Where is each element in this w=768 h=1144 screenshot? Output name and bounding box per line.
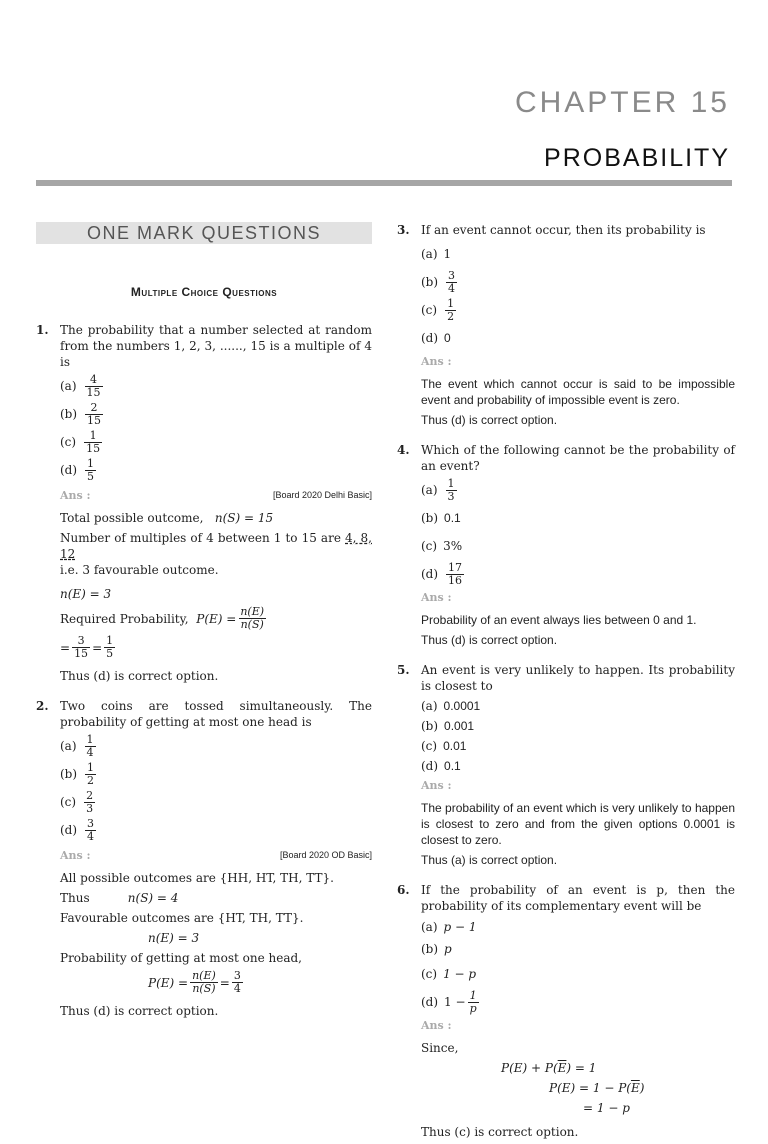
- solution: [60, 870, 372, 1019]
- option-label: (a): [421, 920, 438, 934]
- subsection-title: Multiple Choice Questions: [130, 285, 278, 299]
- option-value: 3%: [443, 539, 463, 553]
- solution-text: Since,: [421, 1041, 459, 1055]
- solution-text: Thus: [60, 891, 90, 905]
- option-value: p: [444, 942, 452, 956]
- option-label: (d): [421, 759, 439, 773]
- option-a: [421, 916, 589, 938]
- fraction: [190, 970, 218, 995]
- option-label: (b): [60, 767, 78, 781]
- options: [60, 372, 372, 484]
- board-reference: [Board 2020 Delhi Basic]: [272, 490, 372, 500]
- fraction: [72, 635, 90, 660]
- math-expression: P(E) =: [196, 611, 237, 626]
- question-number: 3.: [397, 223, 410, 237]
- answer-label: Ans :: [60, 489, 91, 502]
- option-label: (b): [421, 719, 439, 733]
- numerator: 17: [448, 560, 463, 574]
- answer-label: Ans :: [421, 779, 452, 792]
- question-number: 5.: [397, 663, 410, 677]
- numerator: 3: [77, 634, 85, 647]
- option-d: [421, 560, 589, 588]
- option-d: [60, 816, 228, 844]
- solution: [421, 376, 735, 428]
- numerator: 2: [90, 400, 98, 414]
- question-text: If an event cannot occur, then its probability is: [421, 223, 706, 237]
- denominator: 15: [86, 441, 101, 455]
- conclusion-text: Thus (d) is correct option.: [60, 669, 219, 683]
- option-value: 0.1: [444, 511, 461, 525]
- question-text: Two coins are tossed simultaneously. The probability of getting at most one head is: [60, 699, 372, 729]
- option-label: (a): [60, 379, 77, 393]
- denominator: 15: [86, 385, 101, 399]
- question-6: [397, 882, 735, 1140]
- chapter-number: CHAPTER 15: [514, 86, 730, 119]
- solution-text: Probability of getting at most one head,: [60, 951, 302, 965]
- option-label: (a): [421, 699, 438, 713]
- numerator: 3: [233, 969, 241, 982]
- fraction: [445, 298, 456, 323]
- denominator: 5: [87, 469, 95, 483]
- solution-text: Number of multiples of 4 between 1 to 15 are: [60, 531, 341, 545]
- option-d: [421, 756, 589, 776]
- question-text: The probability that a number selected at random from the numbers 1, 2, 3, ......, 15 is a multiple of 4 is: [60, 323, 372, 369]
- chapter-title: PROBABILITY: [544, 144, 730, 172]
- option-c: [60, 788, 228, 816]
- fraction: [238, 606, 266, 631]
- solution: [421, 800, 735, 868]
- option-label: (d): [421, 331, 439, 345]
- options: [421, 240, 735, 352]
- numerator: 1: [87, 456, 95, 470]
- answer-label: Ans :: [421, 355, 452, 368]
- question-1: [36, 322, 372, 684]
- conclusion-text: Thus (a) is correct option.: [421, 853, 558, 867]
- section-title: ONE MARK QUESTIONS: [36, 222, 372, 244]
- numerator: 1: [447, 476, 455, 490]
- option-label: (a): [421, 247, 438, 261]
- fraction: [85, 402, 103, 427]
- option-b: [421, 268, 589, 296]
- option-b: [60, 760, 228, 788]
- solution-text: Probability of an event always lies between 0 and 1.: [421, 613, 697, 627]
- equation-row: [60, 606, 372, 631]
- equation-row: [60, 970, 372, 995]
- fraction: [85, 818, 96, 843]
- denominator: 3: [447, 489, 455, 503]
- option-value: 1 − p: [443, 967, 477, 981]
- solution-text: i.e. 3 favourable outcome.: [60, 563, 219, 577]
- option-label: (c): [421, 303, 438, 317]
- option-c: [60, 428, 228, 456]
- answer-label: Ans :: [421, 1019, 452, 1032]
- numerator: 3: [448, 268, 456, 282]
- option-value: 0.01: [443, 739, 467, 753]
- denominator: 3: [86, 801, 94, 815]
- fraction: [85, 374, 103, 399]
- numerator: 1: [89, 428, 97, 442]
- solution-text: The event which cannot occur is said to be impossible event and probability of impossible event is zero.: [421, 377, 735, 407]
- solution: [421, 612, 735, 648]
- option-b: [60, 400, 228, 428]
- denominator: 4: [86, 745, 94, 759]
- math-expression: n(E) = 3: [60, 587, 112, 601]
- denominator: n(S): [192, 982, 216, 995]
- equation-row: [60, 635, 372, 660]
- fraction: [446, 270, 457, 295]
- left-column: [36, 222, 372, 1023]
- solution-text: Required Probability,: [60, 611, 189, 626]
- solution-text: All possible outcomes are {HH, HT, TH, TT}.: [60, 871, 334, 885]
- question-text: Which of the following cannot be the probability of an event?: [421, 443, 735, 473]
- option-d: [60, 456, 228, 484]
- option-value: 0: [444, 331, 451, 345]
- denominator: 16: [448, 573, 463, 587]
- denominator: 2: [447, 309, 455, 323]
- options: [421, 916, 735, 1016]
- math-operator: =: [60, 640, 71, 655]
- multiples-list: 4, 8, 12: [60, 531, 372, 561]
- solution-text: The probability of an event which is very unlikely to happen is closest to zero and from the given options 0.0001 is closest to zero.: [421, 801, 735, 847]
- option-label: (d): [421, 567, 439, 581]
- denominator: 4: [448, 281, 456, 295]
- denominator: n(S): [240, 618, 264, 631]
- denominator: 4: [87, 829, 95, 843]
- question-3: [397, 222, 735, 428]
- solution: [60, 510, 372, 684]
- option-value: 0.001: [444, 719, 475, 733]
- math-expression: n(S) = 4: [127, 891, 179, 905]
- numerator: 1: [469, 988, 477, 1002]
- question-5: [397, 662, 735, 868]
- options: [421, 476, 735, 588]
- option-a: [421, 240, 589, 268]
- option-label: (b): [60, 407, 78, 421]
- option-a: [60, 732, 228, 760]
- option-value: 0.1: [444, 759, 461, 773]
- options: [421, 696, 735, 776]
- numerator: n(E): [240, 605, 265, 618]
- option-b: [421, 716, 589, 736]
- option-label: (c): [60, 795, 77, 809]
- math-expression: P(E) =: [148, 975, 189, 990]
- option-value: 0.0001: [443, 699, 481, 713]
- answer-label: Ans :: [421, 591, 452, 604]
- math-operator: =: [92, 640, 103, 655]
- solution-text: Favourable outcomes are {HT, TH, TT}.: [60, 911, 304, 925]
- right-column: [397, 222, 735, 1144]
- board-reference: [Board 2020 OD Basic]: [279, 850, 372, 860]
- option-label: (a): [60, 739, 77, 753]
- option-value: 1 −: [444, 995, 466, 1009]
- solution: [421, 1040, 735, 1140]
- math-expression: = 1 − p: [583, 1101, 630, 1115]
- question-text: An event is very unlikely to happen. Its probability is closest to: [421, 663, 735, 693]
- fraction: [85, 762, 96, 787]
- option-label: (d): [60, 463, 78, 477]
- question-4: [397, 442, 735, 648]
- option-label: (c): [421, 539, 438, 553]
- denominator: 5: [106, 647, 114, 660]
- fraction: [84, 790, 95, 815]
- numerator: 2: [86, 788, 94, 802]
- numerator: 1: [87, 760, 95, 774]
- option-b: [421, 504, 589, 532]
- math-expression: n(S) = 15: [214, 511, 274, 525]
- math-expression: n(E) = 3: [148, 931, 200, 945]
- numerator: 4: [90, 372, 98, 386]
- answer-row: [60, 486, 372, 504]
- title-divider: [36, 180, 732, 186]
- options: [60, 732, 372, 844]
- question-number: 2.: [36, 699, 49, 713]
- denominator: 15: [87, 413, 102, 427]
- option-label: (b): [421, 275, 439, 289]
- option-c: [421, 960, 589, 988]
- conclusion-text: Thus (d) is correct option.: [421, 633, 558, 647]
- numerator: n(E): [192, 969, 216, 982]
- conclusion-text: Thus (d) is correct option.: [421, 413, 558, 427]
- question-number: 4.: [397, 443, 410, 457]
- option-a: [421, 696, 589, 716]
- option-c: [421, 532, 589, 560]
- option-label: (d): [421, 995, 439, 1009]
- math-operator: =: [219, 975, 230, 990]
- option-c: [421, 296, 589, 324]
- conclusion-text: Thus (d) is correct option.: [60, 1004, 219, 1018]
- question-text: If the probability of an event is p, then the probability of its complementary event will be: [421, 883, 735, 913]
- math-expression: $P(E) = 1 - P(\overline{E})$: [549, 1081, 645, 1095]
- question-number: 1.: [36, 323, 49, 337]
- denominator: 2: [87, 773, 95, 787]
- solution-text: Total possible outcome,: [60, 511, 204, 525]
- option-label: (b): [421, 942, 439, 956]
- option-value: 1: [443, 247, 452, 261]
- numerator: 1: [447, 296, 455, 310]
- fraction: [85, 734, 96, 759]
- option-label: (a): [421, 483, 438, 497]
- question-2: [36, 698, 372, 1019]
- option-label: (c): [60, 435, 77, 449]
- answer-row: [60, 846, 372, 864]
- numerator: 1: [106, 634, 114, 647]
- option-a: [421, 476, 589, 504]
- option-d: [421, 988, 589, 1016]
- fraction: [104, 635, 115, 660]
- denominator: 4: [233, 982, 241, 995]
- option-c: [421, 736, 589, 756]
- option-value: p − 1: [443, 920, 477, 934]
- fraction: [446, 478, 457, 503]
- fraction: [84, 430, 102, 455]
- option-b: [421, 938, 589, 960]
- option-d: [421, 324, 589, 352]
- math-expression: $P(E) + P(\overline{E}) = 1$: [501, 1061, 597, 1075]
- fraction: [232, 970, 243, 995]
- option-label: (b): [421, 511, 439, 525]
- denominator: p: [469, 1001, 477, 1015]
- denominator: 15: [74, 647, 89, 660]
- question-number: 6.: [397, 883, 410, 897]
- fraction: [446, 562, 464, 587]
- fraction: [85, 458, 96, 483]
- conclusion-text: Thus (c) is correct option.: [421, 1125, 579, 1139]
- option-label: (c): [421, 967, 438, 981]
- option-a: [60, 372, 228, 400]
- option-label: (c): [421, 739, 438, 753]
- fraction: [468, 990, 479, 1015]
- option-label: (d): [60, 823, 78, 837]
- answer-label: Ans :: [60, 849, 91, 862]
- numerator: 3: [87, 816, 95, 830]
- numerator: 1: [86, 732, 94, 746]
